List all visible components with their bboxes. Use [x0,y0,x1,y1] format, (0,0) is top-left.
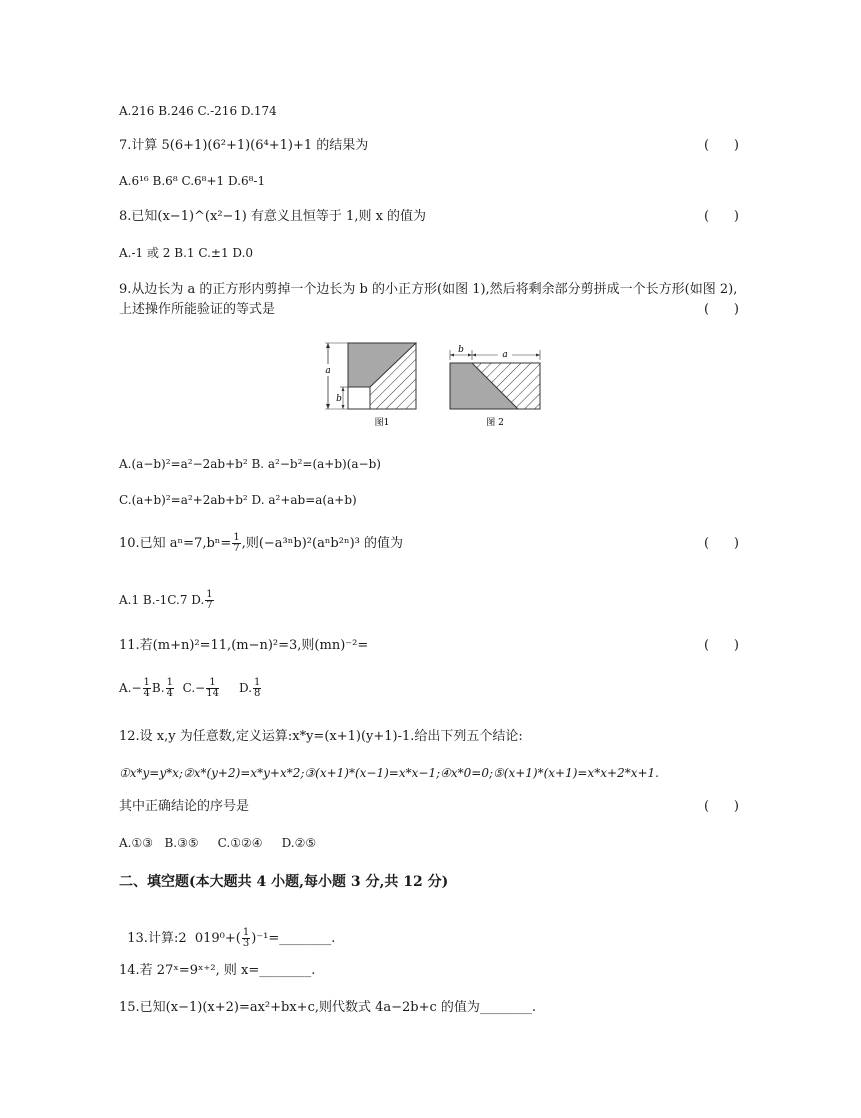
q10-option-d-num: 1 [206,589,213,600]
fig2-caption: 图 2 [486,418,504,428]
fig1-side-a-label: a [325,366,331,376]
q11-answer-paren: ( ) [704,638,739,653]
q12-stem-line3: 其中正确结论的序号是 [119,799,250,814]
q13-fraction-num: 1 [242,927,250,938]
q11-option-c-num: 1 [206,678,219,689]
q10-stem-post: ,则(−a³ⁿb)²(aⁿb²ⁿ)³ 的值为 [241,536,404,551]
q10-stem-pre: 10.已知 aⁿ=7,bⁿ= [119,536,232,551]
q8-options: A.-1 或 2 B.1 C.±1 D.0 [119,246,254,260]
q11-option-b-label: B. [151,681,165,695]
q12-options: A.①③ B.③⑤ C.①②④ D.②⑤ [119,836,317,850]
q11-option-a-den: 4 [143,688,150,699]
q13-stem [119,912,335,949]
q7-answer-paren: ( ) [704,138,739,153]
fig1-small-square [348,387,370,409]
q8-stem: 8.已知(x−1)^(x²−1) 有意义且恒等于 1,则 x 的值为 [119,209,427,224]
q9-figures [318,338,558,438]
section-2-heading: 二、填空题(本大题共 4 小题,每小题 3 分,共 12 分) [119,874,449,890]
q10-fraction-den: 7 [233,543,240,554]
q12-answer-paren: ( ) [704,799,739,814]
q12-stem-line1: 12.设 x,y 为任意数,定义运算:x*y=(x+1)(y+1)-1.给出下列五个结论: [119,729,523,744]
q13-fraction-den: 3 [242,938,250,949]
q11-stem: 11.若(m+n)²=11,(m−n)²=3,则(mn)⁻²= [119,638,369,653]
q9-answer-paren: ( ) [704,302,739,317]
q11-option-b-den: 4 [166,688,173,699]
q7-stem: 7.计算 5(6+1)(6²+1)(6⁴+1)+1 的结果为 [119,138,369,153]
q14-stem: 14.若 27ˣ=9ˣ⁺², 则 x=________. [119,963,316,978]
figure-2-rectangle [450,345,540,428]
q9-stem-line1: 9.从边长为 a 的正方形内剪掉一个边长为 b 的小正方形(如图 1),然后将剩余部分剪拼成一个长方形(如图 2), [119,282,738,297]
q13-fraction [242,928,250,949]
q11-option-d-den: 8 [254,688,261,699]
fig2-width-a-label: a [502,350,508,360]
q12-conclusions: ①x*y=y*x;②x*(y+2)=x*y+x*2;③(x+1)*(x−1)=x*x−1;④x*0=0;⑤(x+1)*(x+1)=x*x+2*x+1. [119,766,659,780]
q11-option-a-fraction [143,678,151,699]
q11-option-d-label: D. [219,681,253,695]
q13-stem-post: )⁻¹=________. [251,931,336,946]
q10-fraction-num: 1 [233,532,240,543]
q11-option-d-num: 1 [254,677,261,688]
q10-options-abc: A.1 B.-1C.7 D. [119,593,205,607]
q9-options-cd: C.(a+b)²=a²+2ab+b² D. a²+ab=a(a+b) [119,493,357,507]
q7-options: A.6¹⁶ B.6⁸ C.6⁸+1 D.6⁸-1 [119,174,266,188]
q11-option-a-label: A.− [119,681,142,695]
q11-option-d-fraction [253,678,261,699]
q6-options: A.216 B.246 C.-216 D.174 [119,104,277,118]
q11-option-a-num: 1 [143,677,150,688]
q11-option-b-num: 1 [166,677,173,688]
q10-option-d-fraction [205,590,213,611]
q9-stem-line2: 上述操作所能验证的等式是 [119,302,276,317]
q10-stem [119,533,403,554]
fig1-side-b-label: b [336,394,342,404]
q11-options [119,678,262,699]
q10-option-d-den: 7 [206,600,213,611]
q10-options [119,590,215,611]
q10-answer-paren: ( ) [704,536,739,551]
q11-option-b-fraction [166,678,174,699]
fig1-caption: 图1 [374,418,390,428]
fig2-width-b-label: b [458,345,464,355]
q11-option-c-fraction [206,678,219,699]
q9-options-ab: A.(a−b)²=a²−2ab+b² B. a²−b²=(a+b)(a−b) [119,457,381,471]
q8-answer-paren: ( ) [704,209,739,224]
q11-option-c-label: C.− [174,681,206,695]
figure-1-square [323,343,416,428]
q15-stem: 15.已知(x−1)(x+2)=ax²+bx+c,则代数式 4a−2b+c 的值为________. [119,1000,537,1015]
q11-option-c-den: 14 [206,688,219,699]
q10-fraction [232,533,240,554]
q13-stem-pre: 13.计算:2 019⁰+( [127,931,241,946]
